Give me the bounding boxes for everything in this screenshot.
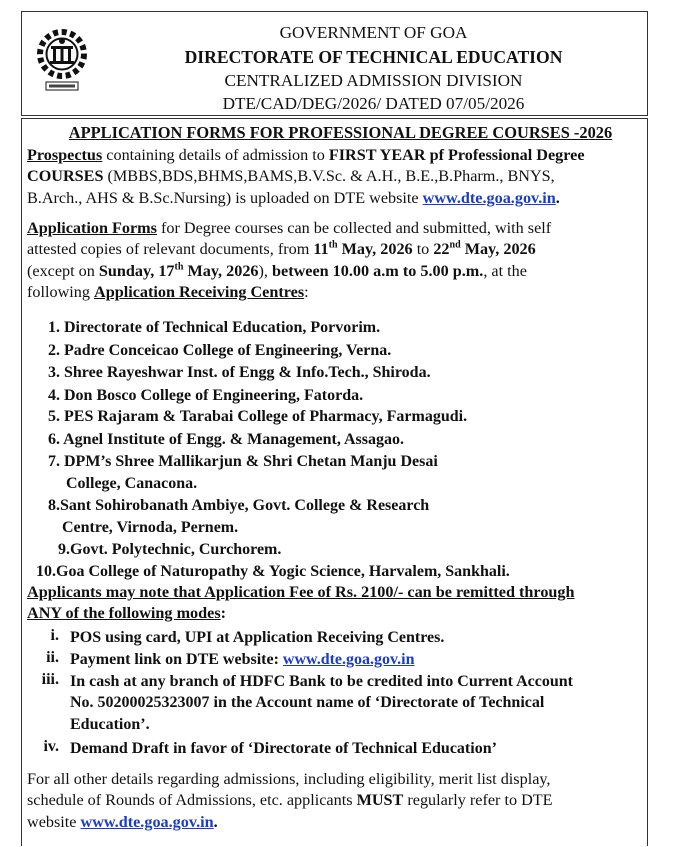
prospectus-courses: (MBBS,BDS,BHMS,BAMS,B.V.Sc. & A.H., B.E.,B.Pharm., BNYS, <box>103 167 555 186</box>
start-day-suffix: th <box>328 240 338 252</box>
centre-item: 5. PES Rajaram & Tarabai College of Pharmacy, Farmagudi. <box>48 408 468 425</box>
footer-line-1: For all other details regarding admissions, including eligibility, merit list display, <box>27 770 551 788</box>
centre-item: 6. Agnel Institute of Engg. & Management, Assagao. <box>48 431 405 448</box>
centre-item: 10.Goa College of Naturopathy & Yogic Science, Harvalem, Sankhali. <box>36 563 510 580</box>
centre-item: 3. Shree Rayeshwar Inst. of Engg & Info.Tech., Shiroda. <box>48 364 431 381</box>
mode-cash-line-2: No. 50200025323007 in the Account name of ‘Directorate of Technical <box>70 694 545 712</box>
mode-payment-text: Payment link on DTE website: <box>70 651 283 668</box>
sunday-month: May, 2026 <box>183 261 259 280</box>
application-text-1: for Degree courses can be collected and submitted, with self <box>156 219 552 237</box>
centre-item-continued: Centre, Virnoda, Pernem. <box>62 519 239 536</box>
centre-item: 1. Directorate of Technical Education, Porvorim. <box>48 319 381 336</box>
centre-item: 4. Don Bosco College of Engineering, Fatorda. <box>48 387 364 404</box>
application-paragraph <box>27 218 647 304</box>
end-month: May, 2026 <box>460 240 536 259</box>
mode-demand-draft: Demand Draft in favor of ‘Directorate of Technical Education’ <box>70 740 497 757</box>
fee-notice-line-1: Applicants may note that Application Fee of Rs. 2100/- can be remitted through <box>27 583 575 601</box>
sunday-date: Sunday, 17 <box>98 261 175 280</box>
mode-number: iv. <box>43 738 59 755</box>
footer-paragraph <box>27 769 647 833</box>
application-text-7: following <box>27 283 94 302</box>
footer-line-3: website <box>27 812 81 831</box>
prospectus-lead: Prospectus <box>27 146 103 164</box>
prospectus-paragraph <box>27 145 647 209</box>
header-division: CENTRALIZED ADMISSION DIVISION <box>224 71 523 90</box>
header-box <box>21 11 648 116</box>
start-day: 11 <box>313 240 329 259</box>
footer-end: . <box>213 812 218 831</box>
centre-item: 2. Padre Conceicao College of Engineering, Verna. <box>48 342 392 359</box>
application-text-6: , at the <box>483 261 527 280</box>
centres-label: Application Receiving Centres <box>94 283 305 302</box>
application-text-4: (except on <box>27 261 99 280</box>
mode-payment-link <box>70 649 646 670</box>
header-reference: DTE/CAD/DEG/2026/ DATED 07/05/2026 <box>222 94 525 113</box>
mode-cash-line-1: In cash at any branch of HDFC Bank to be credited into Current Account <box>70 673 573 690</box>
prospectus-text-3: COURSES <box>27 167 104 186</box>
header-government: GOVERNMENT OF GOA <box>279 23 468 42</box>
footer-line-2a: schedule of Rounds of Admissions, etc. applicants <box>27 791 357 810</box>
mode-cash <box>70 671 646 735</box>
payment-link[interactable]: www.dte.goa.gov.in <box>282 651 415 668</box>
centre-item: 8.Sant Sohirobanath Ambiye, Govt. College & Research <box>48 497 430 514</box>
end-day: 22 <box>433 240 450 259</box>
centre-item-continued: College, Canacona. <box>66 475 198 492</box>
prospectus-end: . <box>555 188 560 207</box>
footer-website-link[interactable]: www.dte.goa.gov.in <box>80 812 214 831</box>
footer-line-2b: regularly refer to DTE <box>403 791 553 810</box>
centre-item: 9.Govt. Polytechnic, Curchorem. <box>58 541 282 558</box>
mode-number: i. <box>50 627 59 644</box>
mode-number: ii. <box>46 649 59 666</box>
centre-item: 7. DPM’s Shree Mallikarjun & Shri Chetan Manju Desai <box>48 453 438 470</box>
header-directorate: DIRECTORATE OF TECHNICAL EDUCATION <box>184 47 563 67</box>
application-text-5: ), <box>258 261 272 280</box>
application-to: to <box>412 240 434 259</box>
prospectus-text-5: B.Arch., AHS & B.Sc.Nursing) is uploaded on DTE website <box>27 188 423 207</box>
sunday-suffix: th <box>174 261 184 273</box>
mode-pos: POS using card, UPI at Application Receiving Centres. <box>70 629 445 646</box>
start-month: May, 2026 <box>337 240 413 259</box>
application-lead: Application Forms <box>27 219 157 237</box>
application-colon: : <box>304 283 309 302</box>
footer-must: MUST <box>356 791 404 810</box>
end-day-suffix: nd <box>449 240 461 252</box>
fee-notice-line-2 <box>27 604 226 623</box>
fee-modes-label: ANY of the following modes <box>27 604 221 622</box>
mode-cash-line-3: Education’. <box>70 715 150 733</box>
dte-website-link[interactable]: www.dte.goa.gov.in <box>422 188 556 207</box>
prospectus-text-1: containing details of admission to <box>102 146 329 164</box>
application-text-2: attested copies of relevant documents, from <box>27 240 314 259</box>
mode-number: iii. <box>41 671 59 688</box>
dte-goa-gear-emblem-icon <box>33 24 91 96</box>
fee-colon: : <box>220 604 227 622</box>
prospectus-text-2: FIRST YEAR pf Professional Degree <box>328 146 585 164</box>
timings: between 10.00 a.m to 5.00 p.m. <box>272 261 484 280</box>
notice-title: APPLICATION FORMS FOR PROFESSIONAL DEGREE COURSES -2026 <box>68 123 613 142</box>
